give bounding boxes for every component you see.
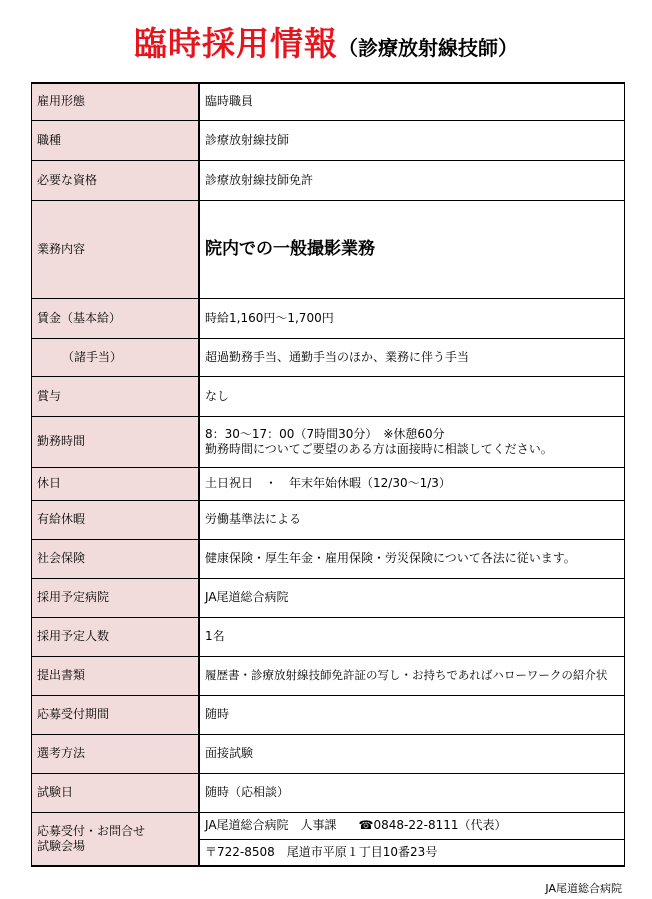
recruitment-info-table xyxy=(31,82,625,867)
row-label: 雇用形態 xyxy=(32,83,200,120)
row-label: 職種 xyxy=(32,120,200,160)
row-label: 勤務時間 xyxy=(32,416,200,467)
row-label: 賞与 xyxy=(32,376,200,416)
table-row xyxy=(32,578,625,617)
address-value: 〒722-8508 尾道市平原１丁目10番23号 xyxy=(199,839,625,866)
table-row xyxy=(32,338,625,376)
table-row xyxy=(32,376,625,416)
contact-phone xyxy=(359,818,507,832)
contact-label-line1: 応募受付・お問合せ xyxy=(37,823,146,838)
work-hours-note: 勤務時間についてご要望のある方は面接時に相談してください。 xyxy=(205,441,553,456)
row-label: 提出書類 xyxy=(32,656,200,695)
row-label: 業務内容 xyxy=(32,200,200,298)
contact-label-line2: 試験会場 xyxy=(37,838,86,853)
row-label: 休日 xyxy=(32,467,200,500)
page-title-main: 臨時採用情報 xyxy=(134,24,338,63)
row-label: 必要な資格 xyxy=(32,160,200,200)
row-value: 健康保険・厚生年金・雇用保険・労災保険について各法に従います。 xyxy=(199,539,625,578)
table-row xyxy=(32,656,625,695)
table-row xyxy=(32,467,625,500)
row-value: 土日祝日 ・ 年末年始休暇（12/30～1/3） xyxy=(199,467,625,500)
page-title xyxy=(0,18,652,65)
table-row xyxy=(32,83,625,120)
table-row xyxy=(32,120,625,160)
row-label: 採用予定人数 xyxy=(32,617,200,656)
contact-label xyxy=(32,812,200,866)
footer-hospital-name: JA尾道総合病院 xyxy=(545,882,622,895)
row-value: 面接試験 xyxy=(199,734,625,773)
row-label: （諸手当） xyxy=(32,338,200,376)
table-row xyxy=(32,734,625,773)
row-value: 診療放射線技師 xyxy=(199,120,625,160)
table-row xyxy=(32,695,625,734)
row-value: 臨時職員 xyxy=(199,83,625,120)
row-value: 労働基準法による xyxy=(199,500,625,539)
contact-value xyxy=(199,812,625,839)
table-row xyxy=(32,160,625,200)
row-label: 社会保険 xyxy=(32,539,200,578)
table-row xyxy=(32,500,625,539)
table-row xyxy=(32,539,625,578)
table-row xyxy=(32,200,625,298)
row-label: 応募受付期間 xyxy=(32,695,200,734)
row-value: 随時（応相談） xyxy=(199,773,625,812)
row-label: 賃金（基本給） xyxy=(32,298,200,338)
row-value: なし xyxy=(199,376,625,416)
table-row xyxy=(32,812,625,839)
row-value: 院内での一般撮影業務 xyxy=(199,200,625,298)
row-value: 履歴書・診療放射線技師免許証の写し・お持ちであればハローワークの紹介状 xyxy=(199,656,625,695)
row-value xyxy=(199,416,625,467)
page-title-sub: （診療放射線技師） xyxy=(338,36,518,60)
row-value: 診療放射線技師免許 xyxy=(199,160,625,200)
row-value: 1名 xyxy=(199,617,625,656)
phone-number: 0848-22-8111（代表） xyxy=(373,818,507,832)
table-row xyxy=(32,617,625,656)
telephone-icon: ☎ xyxy=(358,818,374,832)
row-label: 有給休暇 xyxy=(32,500,200,539)
table-row xyxy=(32,773,625,812)
work-hours-line: 8：30～17：00（7時間30分） ※休憩60分 xyxy=(205,426,445,441)
row-value: 随時 xyxy=(199,695,625,734)
table-row xyxy=(32,416,625,467)
row-label: 採用予定病院 xyxy=(32,578,200,617)
table-row xyxy=(32,298,625,338)
row-value: 超過勤務手当、通勤手当のほか、業務に伴う手当 xyxy=(199,338,625,376)
row-value: 時給1,160円～1,700円 xyxy=(199,298,625,338)
row-label: 試験日 xyxy=(32,773,200,812)
contact-department: JA尾道総合病院 人事課 xyxy=(205,818,337,832)
row-value: JA尾道総合病院 xyxy=(199,578,625,617)
row-label: 選考方法 xyxy=(32,734,200,773)
